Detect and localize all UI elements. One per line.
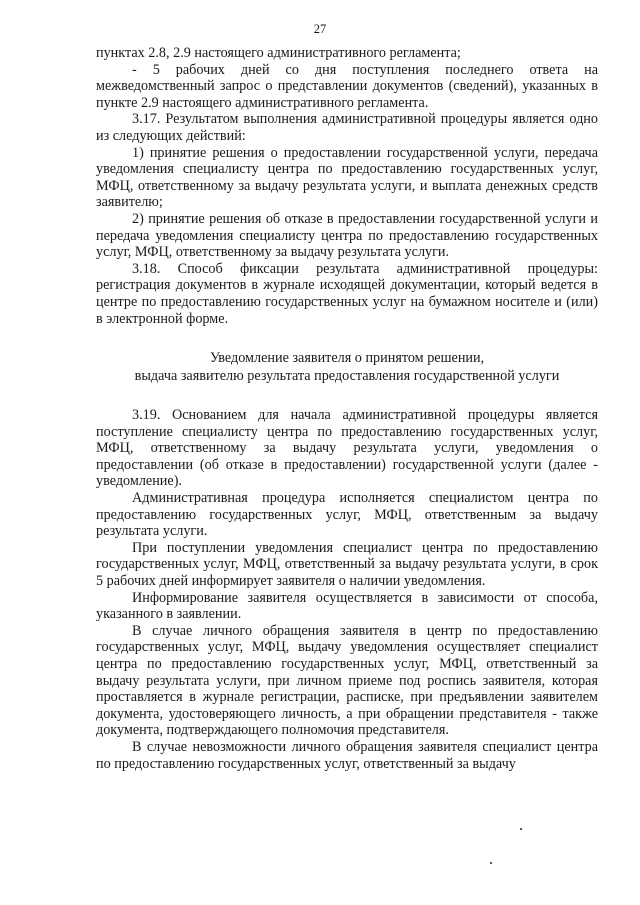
scan-speck bbox=[520, 828, 522, 830]
paragraph: Информирование заявителя осуществляется в зависимости от способа, указанного в заявлении. bbox=[96, 589, 598, 623]
scan-speck bbox=[490, 862, 492, 864]
page-number: 27 bbox=[313, 22, 327, 36]
section-heading bbox=[96, 349, 598, 385]
paragraph: 3.17. Результатом выполнения административной процедуры является одно из следующих действий: bbox=[96, 111, 598, 144]
paragraph: 3.18. Способ фиксации результата административной процедуры: регистрация документов в журнале исходящей документации, который ведется в центре по предоставлению государственных услуг на бумажном носителе и (или) в электронной форме. bbox=[96, 260, 598, 327]
paragraph: Административная процедура исполняется специалистом центра по предоставлению государственных услуг, МФЦ, ответственным за выдачу результата услуги. bbox=[96, 490, 598, 540]
paragraph: 3.19. Основанием для начала административной процедуры является поступление специалисту центра по предоставлению государственных услуг, МФЦ, ответственному за выдачу результата услуги, уведомления о предоставлении (об отказе в предоставлении) государственной услуги (далее - уведомление). bbox=[96, 407, 598, 490]
paragraph: 1) принятие решения о предоставлении государственной услуги, передача уведомления специалисту центра по предоставлению государственных услуг, МФЦ, ответственному за выдачу результата услуги, и выплата денежных средств заявителю; bbox=[96, 144, 598, 211]
document-body bbox=[96, 45, 598, 772]
paragraph: 2) принятие решения об отказе в предоставлении государственной услуги и передача уведомления специалисту центра по предоставлению государственных услуг, МФЦ, ответственному за выдачу результата услуги. bbox=[96, 210, 598, 261]
paragraph: пунктах 2.8, 2.9 настоящего административного регламента; bbox=[96, 45, 461, 61]
paragraph: В случае невозможности личного обращения заявителя специалист центра по предоставлению государственных услуг, ответственный за выдачу bbox=[96, 738, 598, 772]
paragraph: В случае личного обращения заявителя в центр по предоставлению государственных услуг, МФЦ, выдачу уведомления осуществляет специалист центра по предоставлению государственных услуг, МФЦ, ответственный за выдачу результата услуги, при личном приеме под роспись заявителя, которая проставляется в журнале регистрации, расписке, при предъявлении заявителем документа, удостоверяющего личность, а при обращении представителя - также документа, подтверждающего полномочия представителя. bbox=[96, 622, 598, 739]
section-heading-line: Уведомление заявителя о принятом решении, bbox=[209, 350, 485, 367]
paragraph: При поступлении уведомления специалист центра по предоставлению государственных услуг, МФЦ, ответственный за выдачу результата услуги, в срок 5 рабочих дней информирует заявителя о наличии уведомления. bbox=[96, 539, 598, 590]
section-heading-line: выдача заявителю результата предоставления государственной услуги bbox=[134, 368, 560, 385]
paragraph: - 5 рабочих дней со дня поступления последнего ответа на межведомственный запрос о представлении документов (сведений), указанных в пункте 2.9 настоящего административного регламента. bbox=[96, 61, 598, 111]
